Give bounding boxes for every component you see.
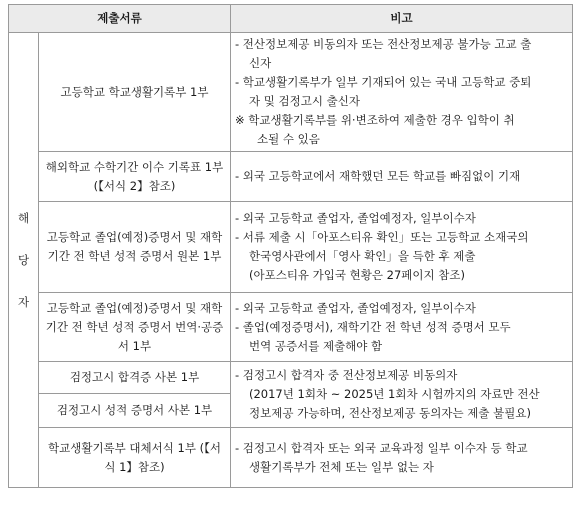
remark-line: - 검정고시 합격자 중 전산정보제공 비동의자 <box>235 368 458 382</box>
remark-line: - 학교생활기록부가 일부 기재되어 있는 국내 고등학교 중퇴 <box>235 75 532 89</box>
remark-line: 자 및 검정고시 출신자 <box>249 94 360 108</box>
doc-cell <box>39 428 231 488</box>
doc-cell <box>39 362 231 394</box>
remark-line: 한국영사관에서「영사 확인」을 득한 후 제출 <box>249 249 476 263</box>
doc-line: 고등학교 학교생활기록부 1부 <box>60 84 209 99</box>
doc-line: 재학기간 전 학년 <box>47 230 223 263</box>
side-char: 해 <box>17 211 30 225</box>
table-row <box>9 428 573 488</box>
doc-cell <box>39 202 231 293</box>
doc-cell <box>39 152 231 202</box>
doc-line: 재학기간 전 학년 성적 증명서 <box>45 300 223 334</box>
doc-line: 검정고시 성적 증명서 사본 1부 <box>56 403 213 417</box>
remarks-cell <box>231 33 573 152</box>
doc-line: 검정고시 합격증 사본 1부 <box>69 370 200 384</box>
doc-line: 성적 증명서 원본 1부 <box>114 249 222 263</box>
side-char: 당 <box>17 253 30 267</box>
doc-line: 고등학교 졸업(예정)증명서 및 <box>46 230 197 244</box>
remark-line: 생활기록부가 전체 또는 일부 없는 자 <box>249 459 434 474</box>
table-row <box>9 293 573 362</box>
remark-line: 신자 <box>249 56 272 70</box>
header-docs: 제출서류 <box>9 5 231 33</box>
remark-line: - 전산정보제공 비동의자 또는 전산정보제공 불가능 고교 출 <box>235 37 532 51</box>
side-char: 자 <box>17 295 30 309</box>
remark-line: (2017년 1회차 ~ 2025년 1회차 시험까지의 자료만 전산 <box>249 387 540 401</box>
remark-line: - 외국 고등학교 졸업자, 졸업예정자, 일부이수자 <box>235 300 476 315</box>
remark-line: 정보제공 가능하며, 전산정보제공 동의자는 제출 불필요) <box>249 406 531 420</box>
remarks-cell <box>231 362 573 428</box>
remark-line: ※ 학교생활기록부를 위·변조하여 제출한 경우 입학이 취 <box>235 113 515 127</box>
table-header-row <box>9 5 573 33</box>
remark-line: - 졸업(예정증명서), 재학기간 전 학년 성적 증명서 모두 <box>235 319 511 334</box>
doc-line: 번역·공증서 1부 <box>117 319 224 353</box>
table-row <box>9 362 573 394</box>
remark-line: 번역 공증서를 제출해야 함 <box>249 338 383 353</box>
remark-line: - 서류 제출 시「아포스티유 확인」또는 고등학교 소재국의 <box>235 230 529 244</box>
remark-line: - 외국 고등학교에서 재학했던 모든 학교를 빠짐없이 기재 <box>235 169 521 183</box>
doc-line: 해외학교 수학기간 이수 기록표 <box>45 159 202 174</box>
doc-line: (【서식 1】참조) <box>104 440 221 474</box>
documents-table <box>8 4 573 488</box>
remarks-cell <box>231 152 573 202</box>
doc-cell <box>39 293 231 362</box>
table-row <box>9 33 573 152</box>
table-row <box>9 202 573 293</box>
doc-cell <box>39 394 231 428</box>
remarks-cell <box>231 293 573 362</box>
table-row <box>9 152 573 202</box>
applicant-side-label <box>9 33 39 488</box>
remark-line: - 검정고시 합격자 또는 외국 교육과정 일부 이수자 등 학교 <box>235 440 528 455</box>
doc-line: 학교생활기록부 대체서식 1부 <box>48 440 196 455</box>
header-remarks: 비고 <box>231 5 573 33</box>
remarks-cell <box>231 428 573 488</box>
doc-line: 1부 (【서식 2】참조) <box>93 159 224 193</box>
remark-line: - 외국 고등학교 졸업자, 졸업예정자, 일부이수자 <box>235 211 476 225</box>
remark-line: 소될 수 있음 <box>257 132 320 146</box>
doc-cell <box>39 33 231 152</box>
remark-line: (아포스티유 가입국 현황은 27페이지 참조) <box>249 268 465 282</box>
doc-line: 고등학교 졸업(예정)증명서 및 <box>46 300 197 315</box>
remarks-cell <box>231 202 573 293</box>
